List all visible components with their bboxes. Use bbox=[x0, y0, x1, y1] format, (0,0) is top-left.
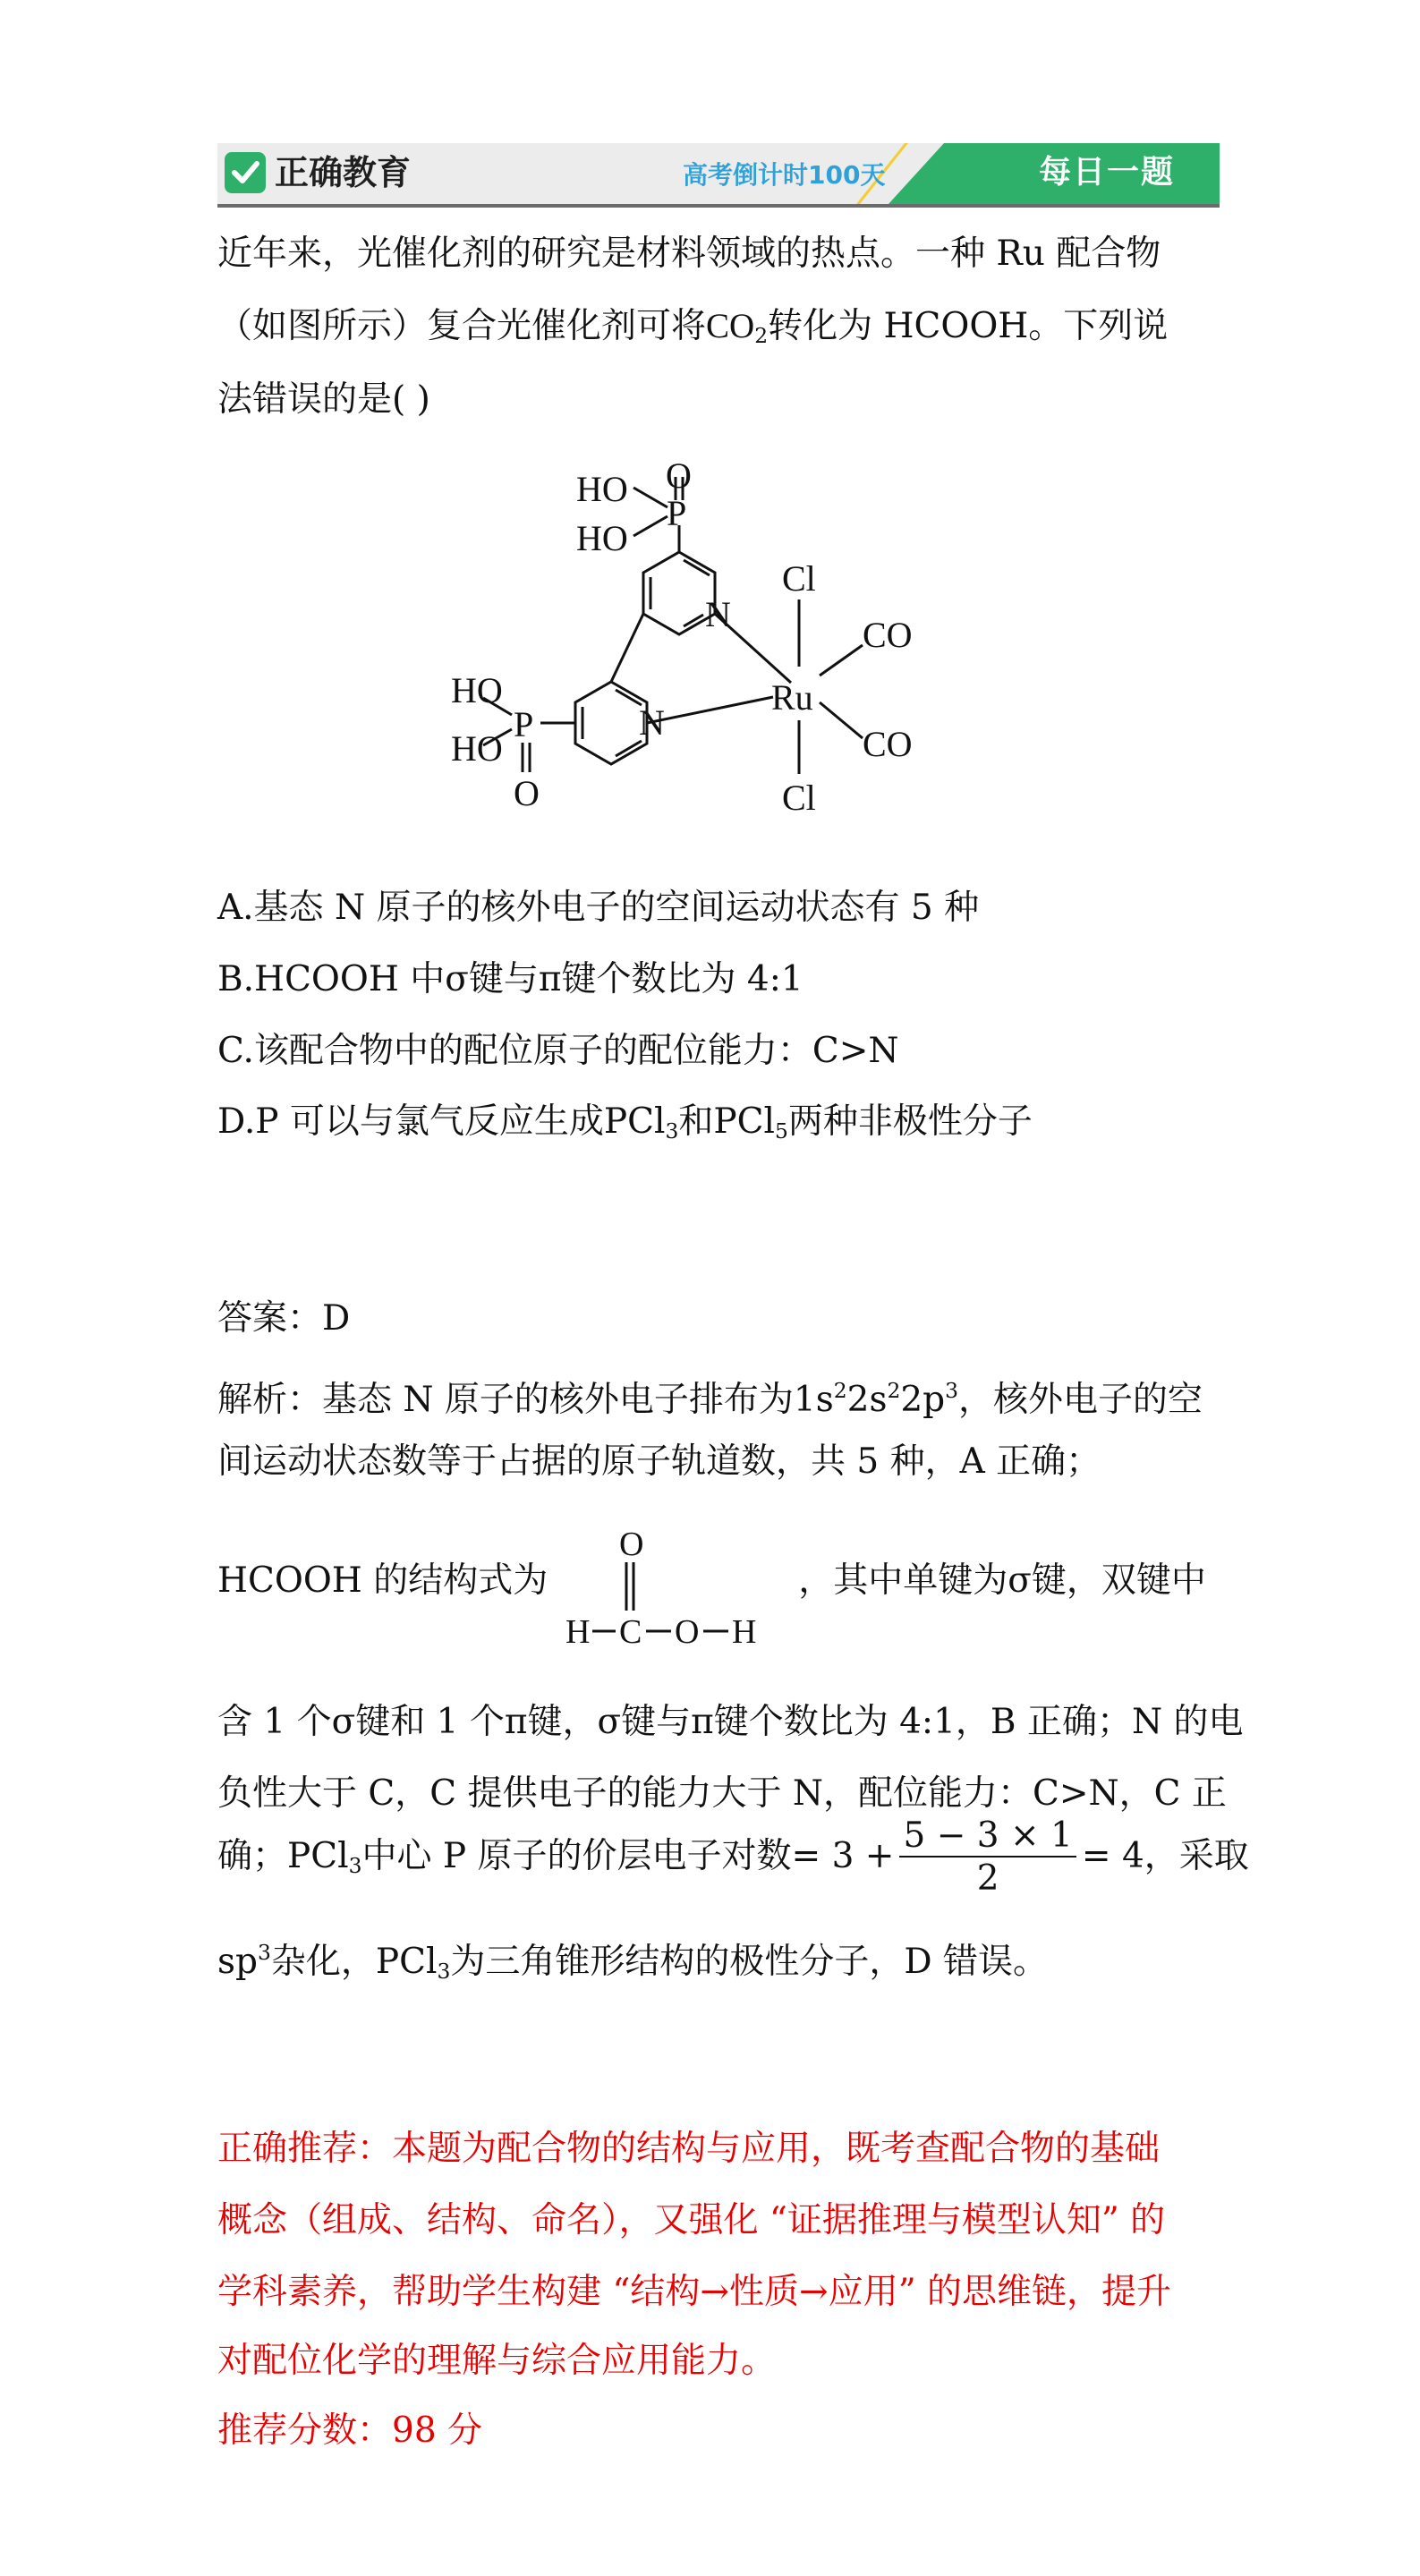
header-banner bbox=[217, 143, 1220, 208]
option-d: D.P 可以与氯气反应生成PCl$_3$和PCl$_5$两种非极性分子 bbox=[217, 1101, 1033, 1143]
question-line-2: （如图所示）复合光催化剂可将$CO_2$转化为 HCOOH。下列说 bbox=[217, 306, 1169, 348]
logo-text: 正确教育 bbox=[275, 153, 412, 192]
explanation-line-1: 解析：基态 N 原子的核外电子排布为$1s^22s^22p^3$，核外电子的空 bbox=[217, 1378, 1203, 1421]
formula-oxygen: O bbox=[675, 1613, 700, 1651]
recommend-line-4: 对配位化学的理解与综合应用能力。 bbox=[217, 2341, 777, 2381]
formula-hydrogen-1: H bbox=[565, 1613, 591, 1651]
explanation-line-7: $sp^3$杂化，PCl$_3$为三角锥形结构的极性分子，D 错误。 bbox=[217, 1940, 1049, 1985]
mol-nitrogen-1: N bbox=[705, 594, 731, 634]
countdown-label: 高考倒计时100天 bbox=[683, 160, 886, 190]
question-line-1: 近年来，光催化剂的研究是材料领域的热点。一种 Ru 配合物 bbox=[217, 234, 1161, 274]
explanation-line-2: 间运动状态数等于占据的原子轨道数，共 5 种，A 正确； bbox=[217, 1441, 1101, 1482]
formula-hydrogen-2: H bbox=[732, 1613, 757, 1651]
check-icon bbox=[225, 152, 266, 193]
mol-carbonyl-1: CO bbox=[863, 615, 913, 655]
mol-oxygen-bottom: O bbox=[514, 773, 540, 813]
option-a: A.基态 N 原子的核外电子的空间运动状态有 5 种 bbox=[217, 888, 980, 928]
answer-line: 答案：D bbox=[217, 1298, 351, 1339]
explanation-line-6: 确；PCl$_3$中心 P 原子的价层电子对数= 3 + $\frac{5 - 3 \times 1}{2}$ = 4，采取 bbox=[217, 1815, 1249, 1899]
header-underline bbox=[217, 204, 1220, 208]
explanation-line-4: 含 1 个σ键和 1 个π键，σ键与π键个数比为 4:1，B 正确；N 的电 bbox=[217, 1702, 1244, 1742]
ru-complex-structure bbox=[444, 452, 963, 863]
recommend-score: 推荐分数：98 分 bbox=[217, 2410, 483, 2451]
mol-nitrogen-2: N bbox=[639, 702, 665, 743]
explanation-line-5: 负性大于 C，C 提供电子的能力大于 N，配位能力：C>N，C 正 bbox=[217, 1773, 1227, 1814]
mol-carbonyl-2: CO bbox=[863, 724, 913, 764]
hcooh-structural-formula bbox=[548, 1521, 798, 1664]
mol-ho-4: HO bbox=[451, 728, 503, 769]
formula-oxygen-top: O bbox=[619, 1526, 644, 1563]
recommend-line-2: 概念（组成、结构、命名），又强化 “证据推理与模型认知” 的 bbox=[217, 2200, 1166, 2240]
mol-phosphorus-2: P bbox=[514, 704, 534, 744]
mol-phosphorus-1: P bbox=[667, 493, 687, 533]
mol-oxygen-top: O bbox=[666, 455, 692, 496]
mol-chlorine-top: Cl bbox=[782, 558, 816, 599]
mol-ho-3: HO bbox=[451, 670, 503, 710]
formula-carbon: C bbox=[619, 1613, 642, 1651]
daily-question-label: 每日一题 bbox=[1038, 154, 1175, 191]
mol-ruthenium: Ru bbox=[771, 677, 813, 718]
explanation-line-3: HCOOH 的结构式为 O H C O H ，其中单键为σ键，双键中 bbox=[217, 1521, 1206, 1664]
recommend-line-3: 学科素养，帮助学生构建 “结构→性质→应用” 的思维链，提升 bbox=[217, 2272, 1172, 2312]
electron-pair-fraction: $\frac{5 - 3 \times 1}{2}$ bbox=[899, 1816, 1076, 1900]
option-b: B.HCOOH 中σ键与π键个数比为 4:1 bbox=[217, 959, 804, 999]
mol-ho-1: HO bbox=[576, 469, 628, 509]
mol-chlorine-bottom: Cl bbox=[782, 778, 816, 818]
mol-ho-2: HO bbox=[576, 518, 628, 558]
option-c: C.该配合物中的配位原子的配位能力：C>N bbox=[217, 1031, 899, 1071]
question-line-3: 法错误的是( ) bbox=[217, 379, 430, 420]
recommend-line-1: 正确推荐：本题为配合物的结构与应用，既考查配合物的基础 bbox=[217, 2129, 1161, 2169]
